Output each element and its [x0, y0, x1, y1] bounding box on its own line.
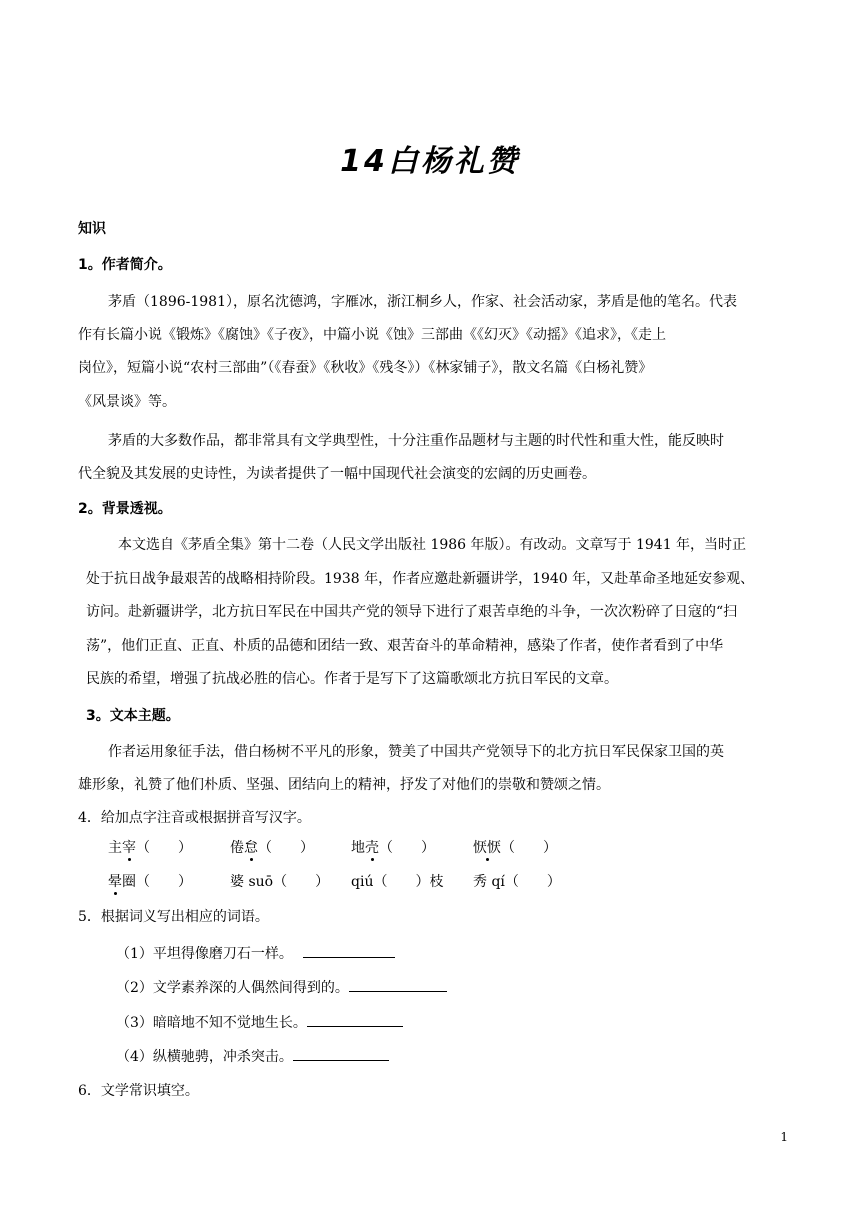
- pinyin-item: 晕圈（ ）: [108, 874, 192, 890]
- question-5-item: （4）纵横驰骋，冲杀突击。: [116, 1046, 389, 1067]
- question-5-item: （3）暗暗地不知不觉地生长。: [116, 1012, 403, 1033]
- pinyin-item: 主宰（ ）: [108, 840, 192, 856]
- paragraph-line: 荡”，他们正直、正直、朴质的品德和团结一致、艰苦奋斗的革命精神，感染了作者，使作者看到了中华: [86, 638, 724, 654]
- paragraph-line: 访问。赴新疆讲学，北方抗日军民在中国共产党的领导下进行了艰苦卓绝的斗争，一次次粉碎了日寇的“扫: [86, 604, 738, 620]
- pinyin-item: 地壳（ ）: [351, 840, 435, 856]
- page-title: 14白杨礼赞: [340, 144, 520, 179]
- heading-author-intro: 1。作者简介。: [78, 257, 172, 273]
- section-label: 知识: [78, 221, 106, 237]
- question-5: 5．根据词义写出相应的词语。: [78, 909, 269, 925]
- answer-blank[interactable]: [303, 943, 395, 958]
- paragraph-line: 作有长篇小说《锻炼》《腐蚀》《子夜》，中篇小说《蚀》三部曲《《幻灭》《动摇》《追求》，《走上: [78, 327, 666, 343]
- answer-blank[interactable]: [293, 1046, 389, 1061]
- paragraph-line: 本文选自《茅盾全集》第十二卷（人民文学出版社 1986 年版）。有改动。文章写于 1941 年，当时正: [118, 537, 747, 553]
- question-6: 6．文学常识填空。: [78, 1083, 199, 1099]
- answer-blank[interactable]: [349, 977, 447, 992]
- question-4: 4．给加点字注音或根据拼音写汉字。: [78, 810, 311, 826]
- paragraph-line: 《风景谈》等。: [78, 394, 176, 410]
- paragraph-line: 处于抗日战争最艰苦的战略相持阶段。1938 年，作者应邀赴新疆讲学，1940 年，又赴革命圣地延安参观、: [86, 571, 755, 587]
- paragraph-line: 雄形象，礼赞了他们朴质、坚强、团结向上的精神，抒发了对他们的崇敬和赞颂之情。: [78, 777, 610, 793]
- paragraph-line: 民族的希望，增强了抗战必胜的信心。作者于是写下了这篇歌颂北方抗日军民的文章。: [86, 671, 618, 687]
- page-number: 1: [780, 1130, 788, 1144]
- answer-blank[interactable]: [307, 1012, 403, 1027]
- paragraph-line: 代全貌及其发展的史诗性，为读者提供了一幅中国现代社会演变的宏阔的历史画卷。: [78, 466, 596, 482]
- pinyin-item: qiú（ ）枝: [351, 874, 444, 890]
- paragraph-line: 茅盾的大多数作品，都非常具有文学典型性，十分注重作品题材与主题的时代性和重大性，能反映时: [108, 433, 724, 449]
- pinyin-item: 婆 suō（ ）: [230, 874, 330, 890]
- question-5-item: （2）文学素养深的人偶然间得到的。: [116, 977, 447, 998]
- pinyin-item: 秀 qí（ ）: [473, 874, 561, 890]
- heading-background: 2。背景透视。: [78, 501, 172, 517]
- heading-theme: 3。文本主题。: [86, 708, 180, 724]
- paragraph-line: 岗位》，短篇小说“农村三部曲”（《春蚕》《秋收》《残冬》）《林家铺子》，散文名篇《白杨礼赞》: [78, 360, 653, 376]
- question-5-item: （1）平坦得像磨刀石一样。: [116, 943, 395, 964]
- pinyin-item: 恹恹（ ）: [473, 840, 557, 856]
- paragraph-line: 作者运用象征手法，借白杨树不平凡的形象，赞美了中国共产党领导下的北方抗日军民保家卫国的英: [108, 744, 724, 760]
- pinyin-item: 倦怠（ ）: [230, 840, 314, 856]
- paragraph-line: 茅盾（1896-1981），原名沈德鸿，字雁冰，浙江桐乡人，作家、社会活动家，茅盾是他的笔名。代表: [108, 294, 737, 310]
